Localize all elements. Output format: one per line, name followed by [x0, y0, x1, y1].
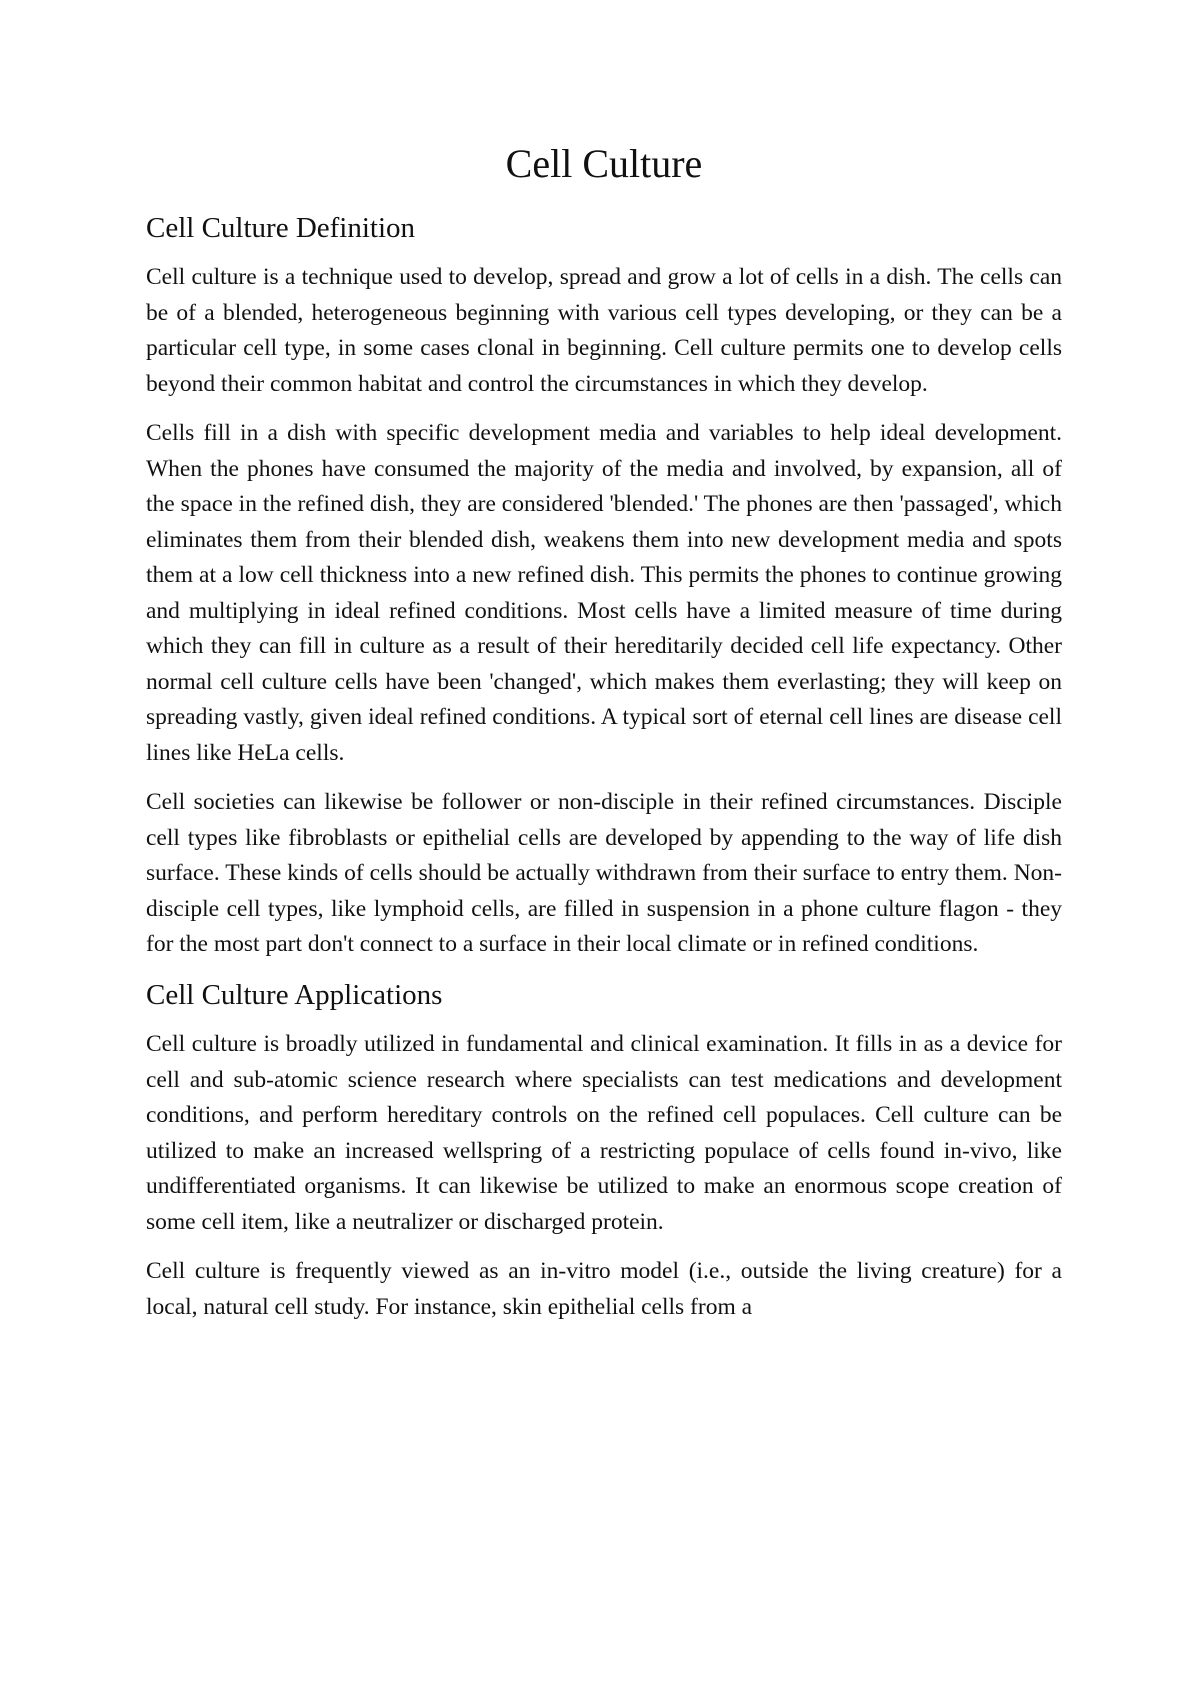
paragraph: Cell societies can likewise be follower or non-disciple in their refined circumstances. Disciple cell types like fibroblasts or epithelial cells are developed by appending to the way of life dish surface. These kinds of cells should be actually withdrawn from their surface to entry them. Non-disciple cell types, like lymphoid cells, are filled in suspension in a phone culture flagon - they for the most part don't connect to a surface in their local climate or in refined conditions.: [146, 789, 1062, 958]
paragraph: Cells fill in a dish with specific development media and variables to help ideal development. When the phones have consumed the majority of the media and involved, by expansion, all of the space in the refined dish, they are considered 'blended.' The phones are then 'passaged', which eliminates them from their blended dish, weakens them into new development media and spots them at a low cell thickness into a new refined dish. This permits the phones to continue growing and multiplying in ideal refined conditions. Most cells have a limited measure of time during which they can fill in culture as a result of their hereditarily decided cell life expectancy. Other normal cell culture cells have been 'changed', which makes them everlasting; they will keep on spreading vastly, given ideal refined conditions. A typical sort of eternal cell lines are disease cell lines like HeLa cells.: [146, 420, 1062, 766]
paragraph: Cell culture is broadly utilized in fundamental and clinical examination. It fills in as a device for cell and sub-atomic science research where specialists can test medications and development conditions, and perform hereditary controls on the refined cell populaces. Cell culture can be utilized to make an increased wellspring of a restricting populace of cells found in-vivo, like undifferentiated organisms. It can likewise be utilized to make an enormous scope creation of some cell item, like a neutralizer or discharged protein.: [146, 1031, 1062, 1235]
document-title: Cell Culture: [505, 141, 703, 186]
section-definition: [146, 210, 1062, 963]
paragraph: Cell culture is frequently viewed as an in-vitro model (i.e., outside the living creature) for a local, natural cell study. For instance, skin epithelial cells from a: [146, 1258, 1062, 1320]
section-heading: Cell Culture Definition: [146, 212, 416, 244]
document-page: [146, 140, 1062, 1339]
section-heading: Cell Culture Applications: [146, 978, 443, 1011]
paragraph: Cell culture is a technique used to develop, spread and grow a lot of cells in a dish. The cells can be of a blended, heterogeneous beginning with various cell types developing, or they can be a particular cell type, in some cases clonal in beginning. Cell culture permits one to develop cells beyond their common habitat and control the circumstances in which they develop.: [146, 264, 1062, 397]
section-applications: [146, 977, 1062, 1325]
